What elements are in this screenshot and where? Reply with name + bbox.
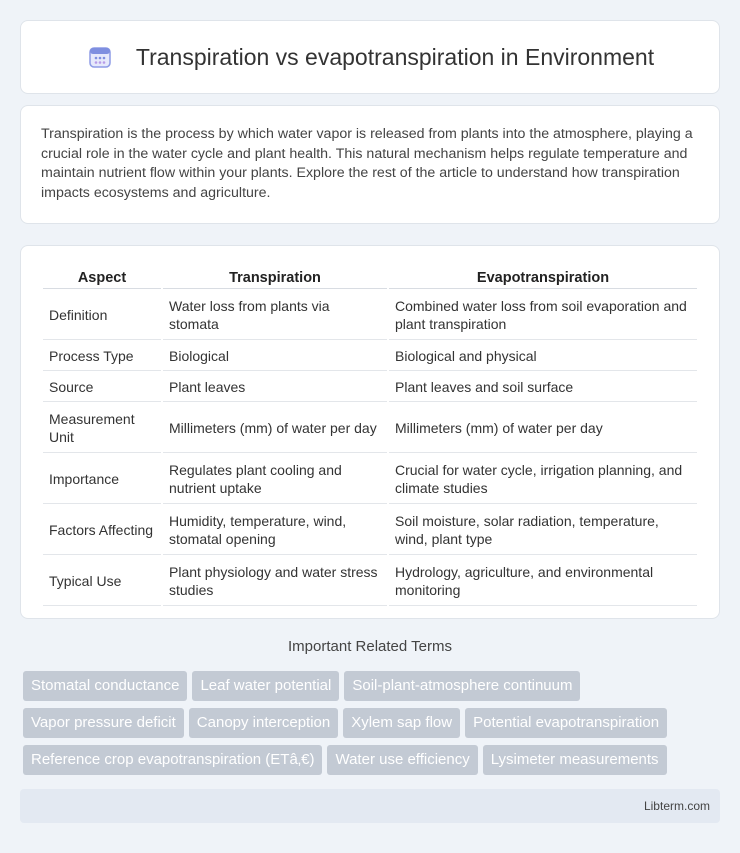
table-row bbox=[43, 455, 697, 504]
title-card bbox=[20, 20, 720, 94]
table-row bbox=[43, 373, 697, 402]
row-transpiration: Water loss from plants via stomata bbox=[163, 291, 387, 340]
row-aspect: Process Type bbox=[43, 342, 161, 371]
row-transpiration: Millimeters (mm) of water per day bbox=[163, 404, 387, 453]
page-title-text: Transpiration vs evapotranspiration in Environment bbox=[135, 43, 655, 70]
row-aspect: Measurement Unit bbox=[43, 404, 161, 453]
row-evapotranspiration: Crucial for water cycle, irrigation planning, and climate studies bbox=[389, 455, 697, 504]
row-transpiration: Regulates plant cooling and nutrient uptake bbox=[163, 455, 387, 504]
table-row bbox=[43, 291, 697, 340]
term-tag[interactable]: Water use efficiency bbox=[327, 745, 477, 775]
intro-card bbox=[20, 105, 720, 224]
term-tag[interactable]: Stomatal conductance bbox=[23, 671, 187, 701]
row-aspect: Factors Affecting bbox=[43, 506, 161, 555]
related-terms-title: Important Related Terms bbox=[288, 638, 452, 655]
term-tag[interactable]: Lysimeter measurements bbox=[483, 745, 667, 775]
row-evapotranspiration: Plant leaves and soil surface bbox=[389, 373, 697, 402]
table-row bbox=[43, 506, 697, 555]
comparison-table bbox=[41, 266, 699, 608]
header-transpiration: Transpiration bbox=[163, 268, 387, 289]
term-tag[interactable]: Vapor pressure deficit bbox=[23, 708, 184, 738]
term-tag[interactable]: Xylem sap flow bbox=[343, 708, 460, 738]
row-evapotranspiration: Soil moisture, solar radiation, temperature, wind, plant type bbox=[389, 506, 697, 555]
row-evapotranspiration: Combined water loss from soil evaporation and plant transpiration bbox=[389, 291, 697, 340]
row-evapotranspiration: Hydrology, agriculture, and environmental monitoring bbox=[389, 557, 697, 606]
header-evapotranspiration: Evapotranspiration bbox=[389, 268, 697, 289]
footer bbox=[20, 789, 720, 823]
term-tag[interactable]: Reference crop evapotranspiration (ETâ‚€) bbox=[23, 745, 322, 775]
row-aspect: Definition bbox=[43, 291, 161, 340]
term-tag[interactable]: Soil-plant-atmosphere continuum bbox=[344, 671, 580, 701]
table-row bbox=[43, 404, 697, 453]
row-aspect: Importance bbox=[43, 455, 161, 504]
term-tag[interactable]: Canopy interception bbox=[189, 708, 338, 738]
intro-text: Transpiration is the process by which water vapor is released from plants into the atmosphere, playing a crucial role in the water cycle and plant health. This natural mechanism helps regulate temperature and maintain nutrient flow within your plants. Explore the rest of the article to understand how transpiration impacts ecosystems and agriculture. bbox=[41, 126, 693, 201]
term-tag[interactable]: Leaf water potential bbox=[192, 671, 339, 701]
table-row bbox=[43, 342, 697, 371]
row-evapotranspiration: Biological and physical bbox=[389, 342, 697, 371]
footer-brand[interactable]: Libterm.com bbox=[643, 799, 710, 813]
row-transpiration: Humidity, temperature, wind, stomatal opening bbox=[163, 506, 387, 555]
comparison-table-card bbox=[20, 245, 720, 619]
row-aspect: Source bbox=[43, 373, 161, 402]
calendar-icon bbox=[86, 43, 114, 71]
row-transpiration: Plant leaves bbox=[163, 373, 387, 402]
row-evapotranspiration: Millimeters (mm) of water per day bbox=[389, 404, 697, 453]
row-transpiration: Plant physiology and water stress studies bbox=[163, 557, 387, 606]
header-aspect: Aspect bbox=[43, 268, 161, 289]
term-tag[interactable]: Potential evapotranspiration bbox=[465, 708, 667, 738]
page-title bbox=[86, 43, 654, 71]
row-aspect: Typical Use bbox=[43, 557, 161, 606]
row-transpiration: Biological bbox=[163, 342, 387, 371]
table-header-row bbox=[43, 268, 697, 289]
table-row bbox=[43, 557, 697, 606]
related-terms-list bbox=[23, 671, 723, 782]
